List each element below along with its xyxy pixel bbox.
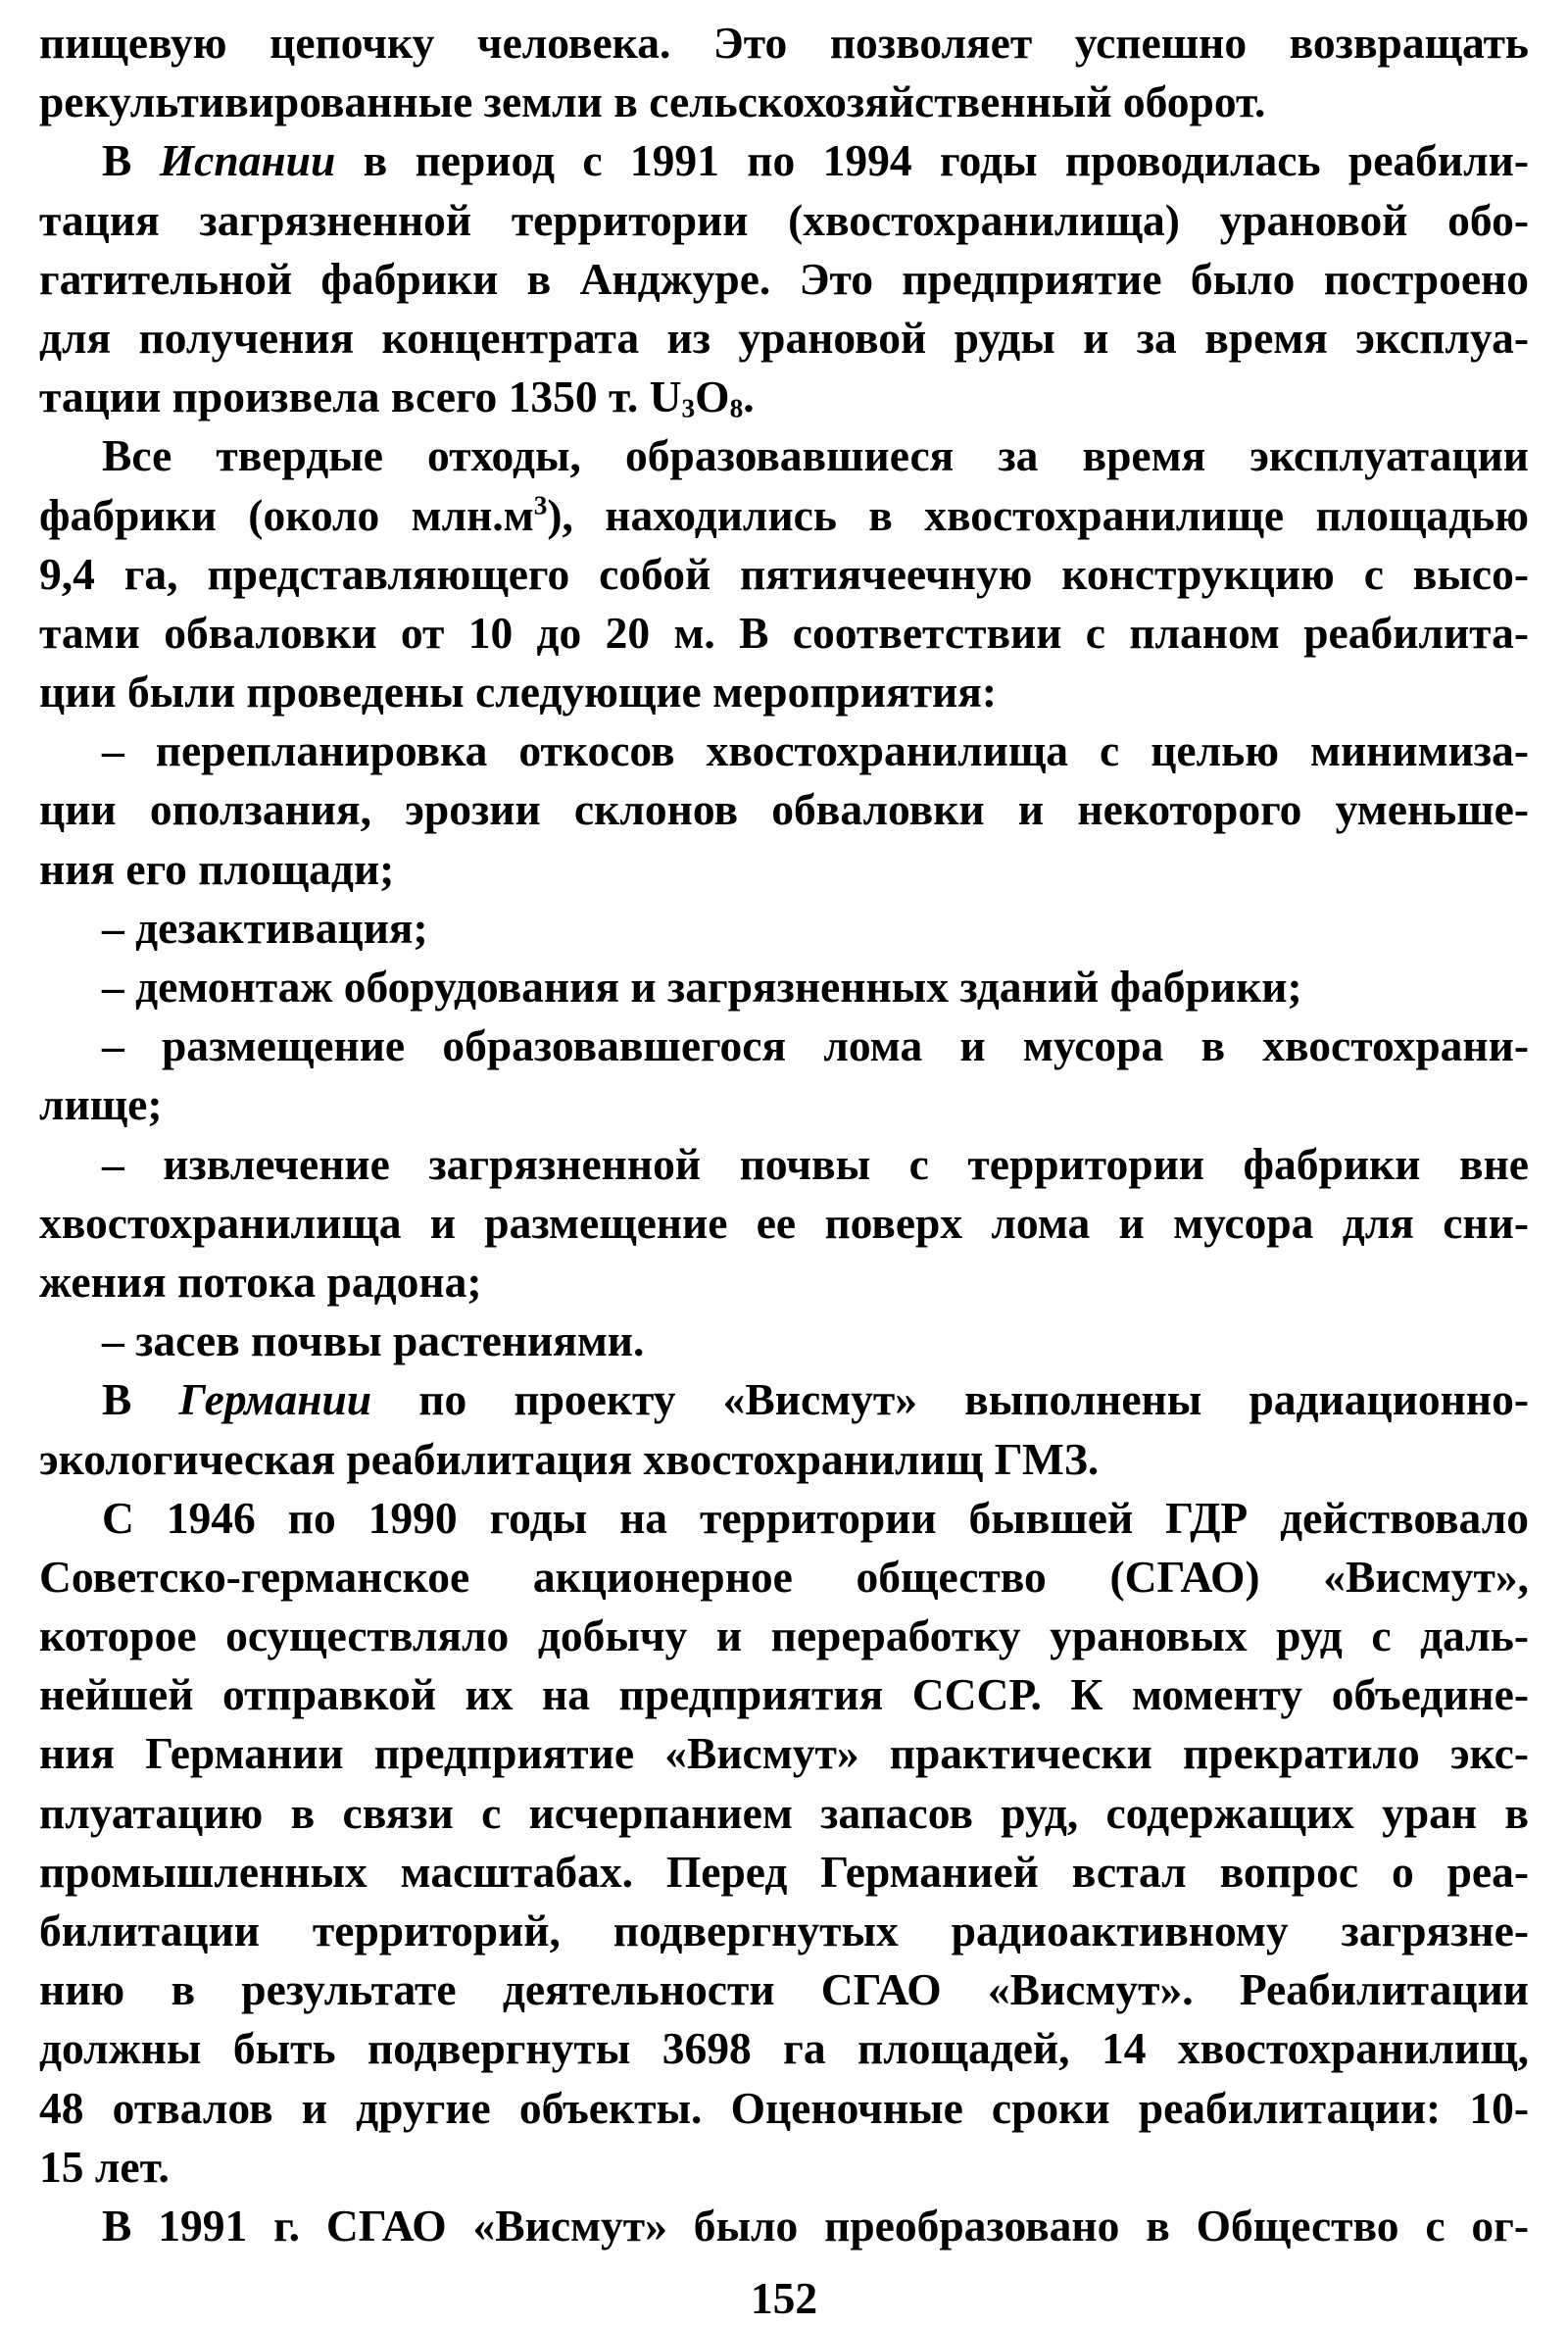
country-emphasis: Германии [178,1374,372,1425]
text-line: – дезактивация; [102,902,428,953]
text-line: ции были проведены следующие мероприятия: [39,667,998,718]
text-line: жения потока радона; [39,1256,482,1307]
text-line: тация загрязненной территории (хвостохранилища) урановой обо- [39,194,1529,245]
text-line: Все твердые отходы, образовавшиеся за время эксплуатации [102,430,1529,481]
text-line: фабрики (около $млн.м^3$), находились в хвостохранилище площадью [39,489,1529,540]
text-line: ния Германии предприятие «Висмут» практически прекратило экс- [39,1728,1529,1779]
text-line: В Испании в период с 1991 по 1994 годы проводилась реабили- [102,135,1529,186]
text-line: которое осуществляло добычу и переработку урановых руд с даль- [39,1610,1529,1661]
text-line: – извлечение загрязненной почвы с территории фабрики вне [102,1138,1529,1189]
text-line: – перепланировка откосов хвостохранилища с целью минимиза- [102,725,1529,776]
country-emphasis: Испании [159,135,336,186]
text-line: лище; [39,1079,163,1130]
text-line: – демонтаж оборудования и загрязненных зданий фабрики; [102,962,1302,1012]
text-line: должны быть подвергнуты 3698 га площадей, 14 хвостохранилищ, [39,2023,1529,2074]
text-line: пищевую цепочку человека. Это позволяет успешно возвращать [39,18,1529,68]
text-line: ции оползания, эрозии склонов обваловки и некоторого уменьше- [39,784,1529,835]
text-line: хвостохранилища и размещение ее поверх лома и мусора для сни- [39,1197,1529,1248]
text-line: плуатацию в связи с исчерпанием запасов руд, содержащих уран в [39,1787,1529,1838]
text-line: нейшей отправкой их на предприятия СССР. К моменту объедине- [39,1669,1529,1720]
text-line: – засев почвы растениями. [102,1315,645,1366]
page-number: 152 [750,2273,818,2323]
text-line: 48 отвалов и другие объекты. Оценочные сроки реабилитации: 10- [39,2082,1529,2133]
text-line: тами обваловки от 10 до 20 м. В соответствии с планом реабилита- [39,607,1529,658]
text-line: рекультивированные земли в сельскохозяйственный оборот. [39,76,1266,127]
text-line: билитации территорий, подвергнутых радиоактивному загрязне- [39,1905,1529,1955]
text-line: для получения концентрата из урановой руды и за время эксплуа- [39,312,1529,363]
text-line: экологическая реабилитация хвостохранилищ ГМЗ. [39,1433,1100,1484]
text-line: нию в результате деятельности СГАО «Висмут». Реабилитации [39,1964,1529,2015]
text-line: гатительной фабрики в Анджуре. Это предприятие было построено [39,253,1529,304]
text-line: С 1946 по 1990 годы на территории бывшей ГДР действовало [102,1492,1529,1543]
text-line: промышленных масштабах. Перед Германией встал вопрос о реа- [39,1846,1529,1897]
text-line: 9,4 га, представляющего собой пятиячеечную конструкцию с высо- [39,548,1529,599]
text-line: ния его площади; [39,843,395,894]
text-line: 15 лет. [39,2141,170,2192]
text-line: В Германии по проекту «Висмут» выполнены радиационно- [102,1374,1529,1425]
text-line: – размещение образовавшегося лома и мусора в хвостохрани- [102,1020,1529,1071]
text-line: Советско-германское акционерное общество (СГАО) «Висмут», [39,1551,1529,1602]
text-line: тации произвела всего 1350 т. $U_3O_8$. [39,371,755,423]
text-line: В 1991 г. СГАО «Висмут» было преобразовано в Общество с ог- [102,2200,1529,2251]
page-text [39,14,1529,2255]
